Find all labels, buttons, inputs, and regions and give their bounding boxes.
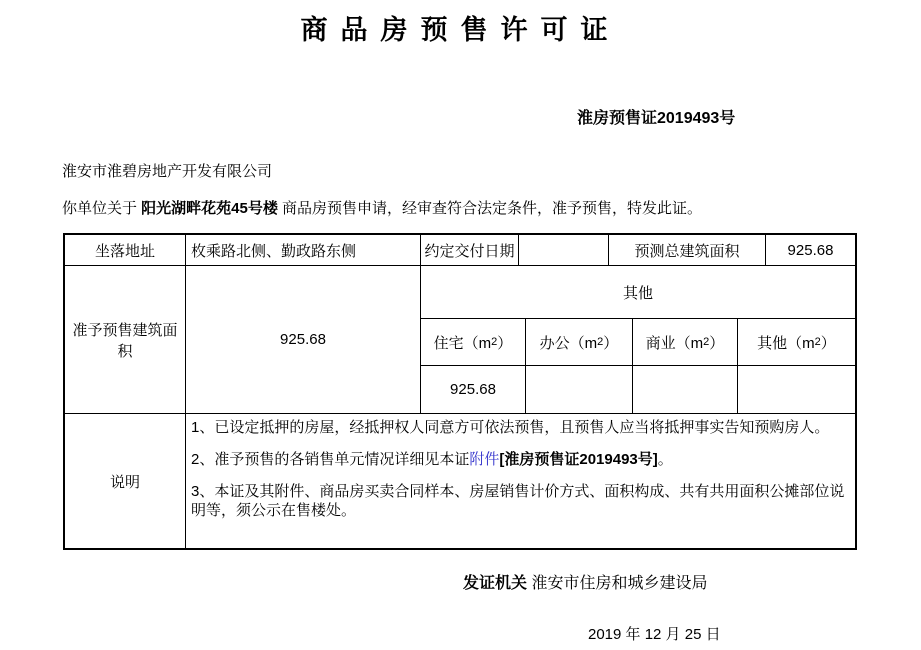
approved-area-breakdown	[421, 266, 855, 413]
issuer-label: 发证机关	[463, 575, 528, 592]
approved-area-total: 925.68	[186, 266, 421, 413]
delivery-date-value	[519, 235, 609, 265]
commercial-area-value	[633, 366, 738, 413]
other-area-value	[738, 366, 855, 413]
notes-content	[186, 414, 855, 548]
intro-suffix: 商品房预售申请，经审查符合法定条件，准予预售，特发此证。	[277, 200, 703, 217]
note-2-suffix: 。	[657, 451, 673, 468]
office-column-header: 办公（m 2 ）	[526, 319, 633, 365]
location-label: 坐落地址	[65, 235, 186, 265]
table-row-notes	[65, 414, 855, 548]
issuer-name: 淮安市住房和城乡建设局	[531, 575, 708, 592]
area-column-values	[421, 366, 855, 413]
developer-company-name: 淮安市淮碧房地产开发有限公司	[62, 163, 273, 180]
approved-area-label	[65, 266, 186, 413]
approved-area-label-text: 准予预售建筑面积	[72, 321, 178, 360]
intro-prefix: 你单位关于	[62, 200, 142, 217]
attachment-link[interactable]: 附件	[469, 451, 500, 468]
project-name: 阳光湖畔花苑45号楼	[141, 200, 278, 217]
office-area-value	[526, 366, 633, 413]
residential-column-header: 住宅（m 2 ）	[421, 319, 526, 365]
notes-label: 说明	[65, 414, 186, 548]
certificate-number: 淮房预售证2019493号	[577, 110, 736, 127]
other-merged-header: 其他	[421, 266, 855, 319]
note-1: 1、已设定抵押的房屋，经抵押权人同意方可依法预售，且预售人应当将抵押事实告知预购房人。	[191, 419, 830, 436]
commercial-column-header: 商业（m 2 ）	[633, 319, 738, 365]
permit-table	[63, 233, 857, 550]
delivery-date-label: 约定交付日期	[421, 235, 519, 265]
area-column-headers	[421, 319, 855, 366]
table-row-approved-area	[65, 266, 855, 414]
location-value: 枚乘路北侧、勤政路东侧	[186, 235, 421, 265]
issuer-line	[463, 570, 707, 593]
issue-date: 2019 年 12 月 25 日	[588, 626, 721, 643]
predicted-total-area-label: 预测总建筑面积	[609, 235, 766, 265]
note-2-cert-ref: [淮房预售证2019493号]	[499, 451, 658, 468]
intro-sentence	[62, 197, 882, 218]
residential-area-value: 925.68	[421, 366, 526, 413]
other-column-header: 其他（m 2 ）	[757, 334, 836, 352]
note-2	[191, 450, 847, 469]
predicted-total-area-value: 925.68	[787, 241, 834, 259]
document-title: 商品房预售许可证	[300, 15, 621, 45]
note-2-prefix: 2、准予预售的各销售单元情况详细见本证	[191, 451, 470, 468]
note-3: 3、本证及其附件、商品房买卖合同样本、房屋销售计价方式、面积构成、共有共用面积公摊部位说明等，须公示在售楼处。	[191, 483, 845, 519]
table-row-location	[65, 235, 855, 266]
